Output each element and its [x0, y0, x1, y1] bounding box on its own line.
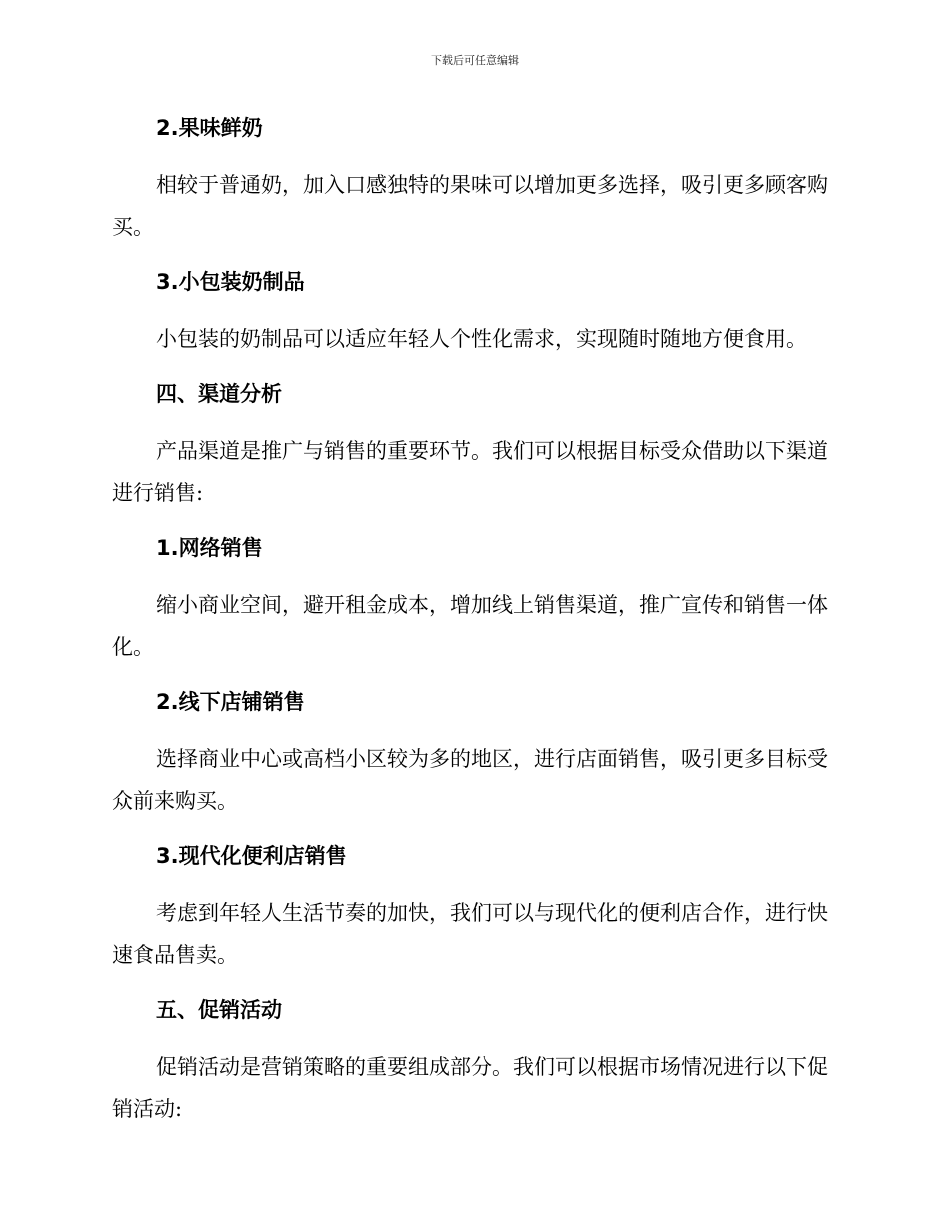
- section-heading-channel-analysis: 四、渠道分析: [156, 382, 282, 406]
- document-body: [112, 112, 832, 1130]
- section-heading-fruit-milk: 2.果味鲜奶: [156, 116, 263, 140]
- section-heading-convenience-store-sales: 3.现代化便利店销售: [156, 844, 347, 868]
- paragraph-small-package: 小包装的奶制品可以适应年轻人个性化需求，实现随时随地方便食用。: [156, 327, 807, 351]
- page-header: 下载后可任意编辑: [431, 54, 519, 67]
- section-heading-small-package: 3.小包装奶制品: [156, 270, 305, 294]
- paragraph-channel-analysis: 产品渠道是推广与销售的重要环节。我们可以根据目标受众借助以下渠道进行销售:: [112, 439, 828, 505]
- paragraph-fruit-milk: 相较于普通奶，加入口感独特的果味可以增加更多选择，吸引更多顾客购买。: [112, 173, 828, 239]
- section-heading-promotions: 五、促销活动: [156, 998, 282, 1022]
- paragraph-convenience-store-sales: 考虑到年轻人生活节奏的加快，我们可以与现代化的便利店合作，进行快速食品售卖。: [112, 901, 828, 967]
- section-heading-offline-store-sales: 2.线下店铺销售: [156, 690, 305, 714]
- paragraph-online-sales: 缩小商业空间，避开租金成本，增加线上销售渠道，推广宣传和销售一体化。: [112, 593, 828, 659]
- paragraph-promotions: 促销活动是营销策略的重要组成部分。我们可以根据市场情况进行以下促销活动:: [112, 1055, 828, 1121]
- paragraph-offline-store-sales: 选择商业中心或高档小区较为多的地区，进行店面销售，吸引更多目标受众前来购买。: [112, 747, 828, 813]
- section-heading-online-sales: 1.网络销售: [156, 536, 263, 560]
